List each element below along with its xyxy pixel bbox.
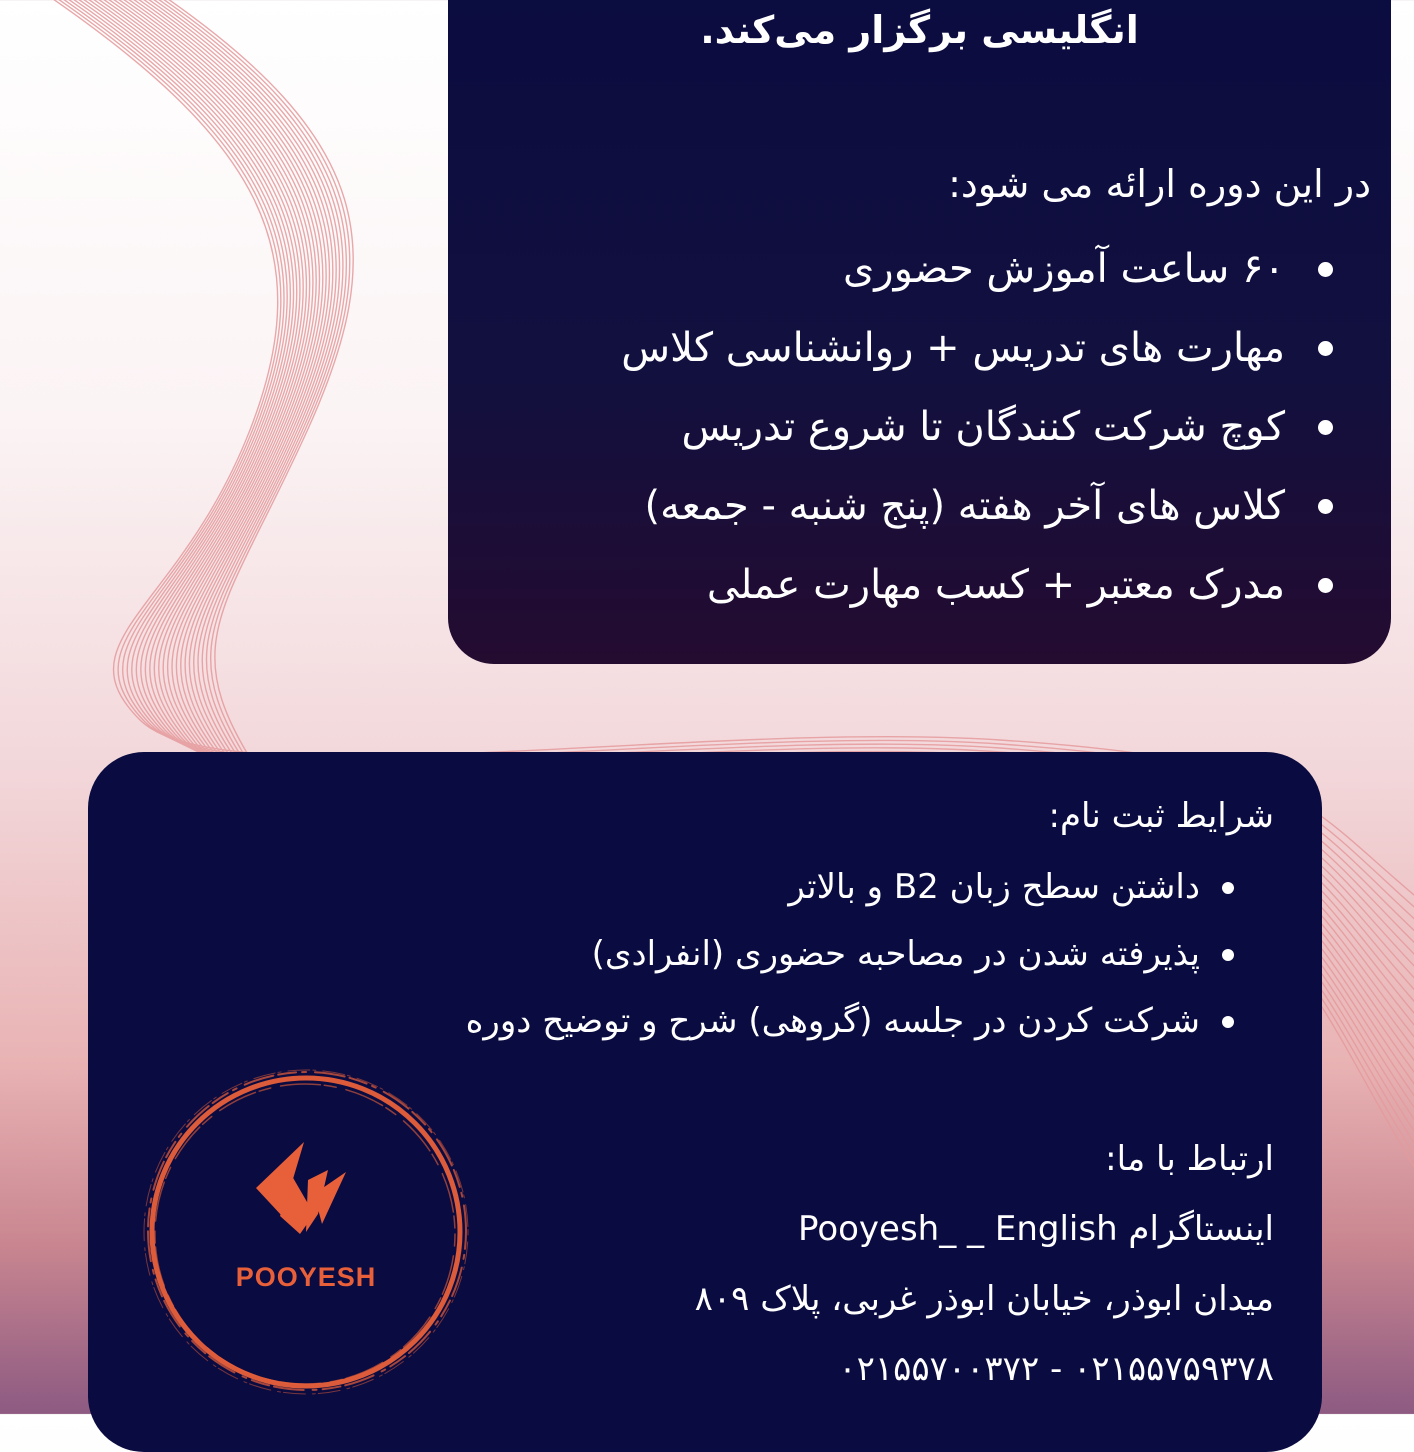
feature-item: کلاس های آخر هفته (پنج شنبه - جمعه) — [621, 467, 1341, 546]
feature-item: مهارت های تدریس + روانشناسی کلاس — [621, 309, 1341, 388]
contact-title: ارتباط با ما: — [1105, 1139, 1274, 1179]
phone-numbers[interactable]: ۰۲۱۵۵۷۵۹۳۷۸ - ۰۲۱۵۵۷۰۰۳۷۲ — [838, 1349, 1274, 1389]
requirement-item: پذیرفته شدن در مصاحبه حضوری (انفرادی) — [466, 921, 1242, 988]
pooyesh-logo — [138, 1064, 474, 1400]
features-list — [621, 230, 1341, 625]
paper-plane-icon — [256, 1142, 346, 1234]
requirements-list — [466, 854, 1242, 1055]
requirement-item: داشتن سطح زبان B2 و بالاتر — [466, 854, 1242, 921]
intro-line-2: انگلیسی برگزار می‌کند. — [700, 8, 1139, 52]
registration-title: شرایط ثبت نام: — [1048, 796, 1274, 836]
intro-text — [448, 0, 1391, 60]
requirement-item: شرکت کردن در جلسه (گروهی) شرح و توضیح دوره — [466, 988, 1242, 1055]
course-features-card — [448, 0, 1391, 664]
registration-card — [88, 752, 1322, 1452]
instagram-handle[interactable]: اینستاگرام Pooyesh_ _ English — [798, 1209, 1274, 1249]
feature-item: ۶۰ ساعت آموزش حضوری — [621, 230, 1341, 309]
logo-brand-text: POOYESH — [235, 1262, 377, 1292]
feature-item: کوچ شرکت کنندگان تا شروع تدریس — [621, 388, 1341, 467]
address: میدان ابوذر، خیابان ابوذر غربی، پلاک ۸۰۹ — [694, 1279, 1274, 1319]
feature-item: مدرک معتبر + کسب مهارت عملی — [621, 546, 1341, 625]
features-title: در این دوره ارائه می شود: — [948, 162, 1371, 206]
contact-info — [695, 1124, 1274, 1404]
